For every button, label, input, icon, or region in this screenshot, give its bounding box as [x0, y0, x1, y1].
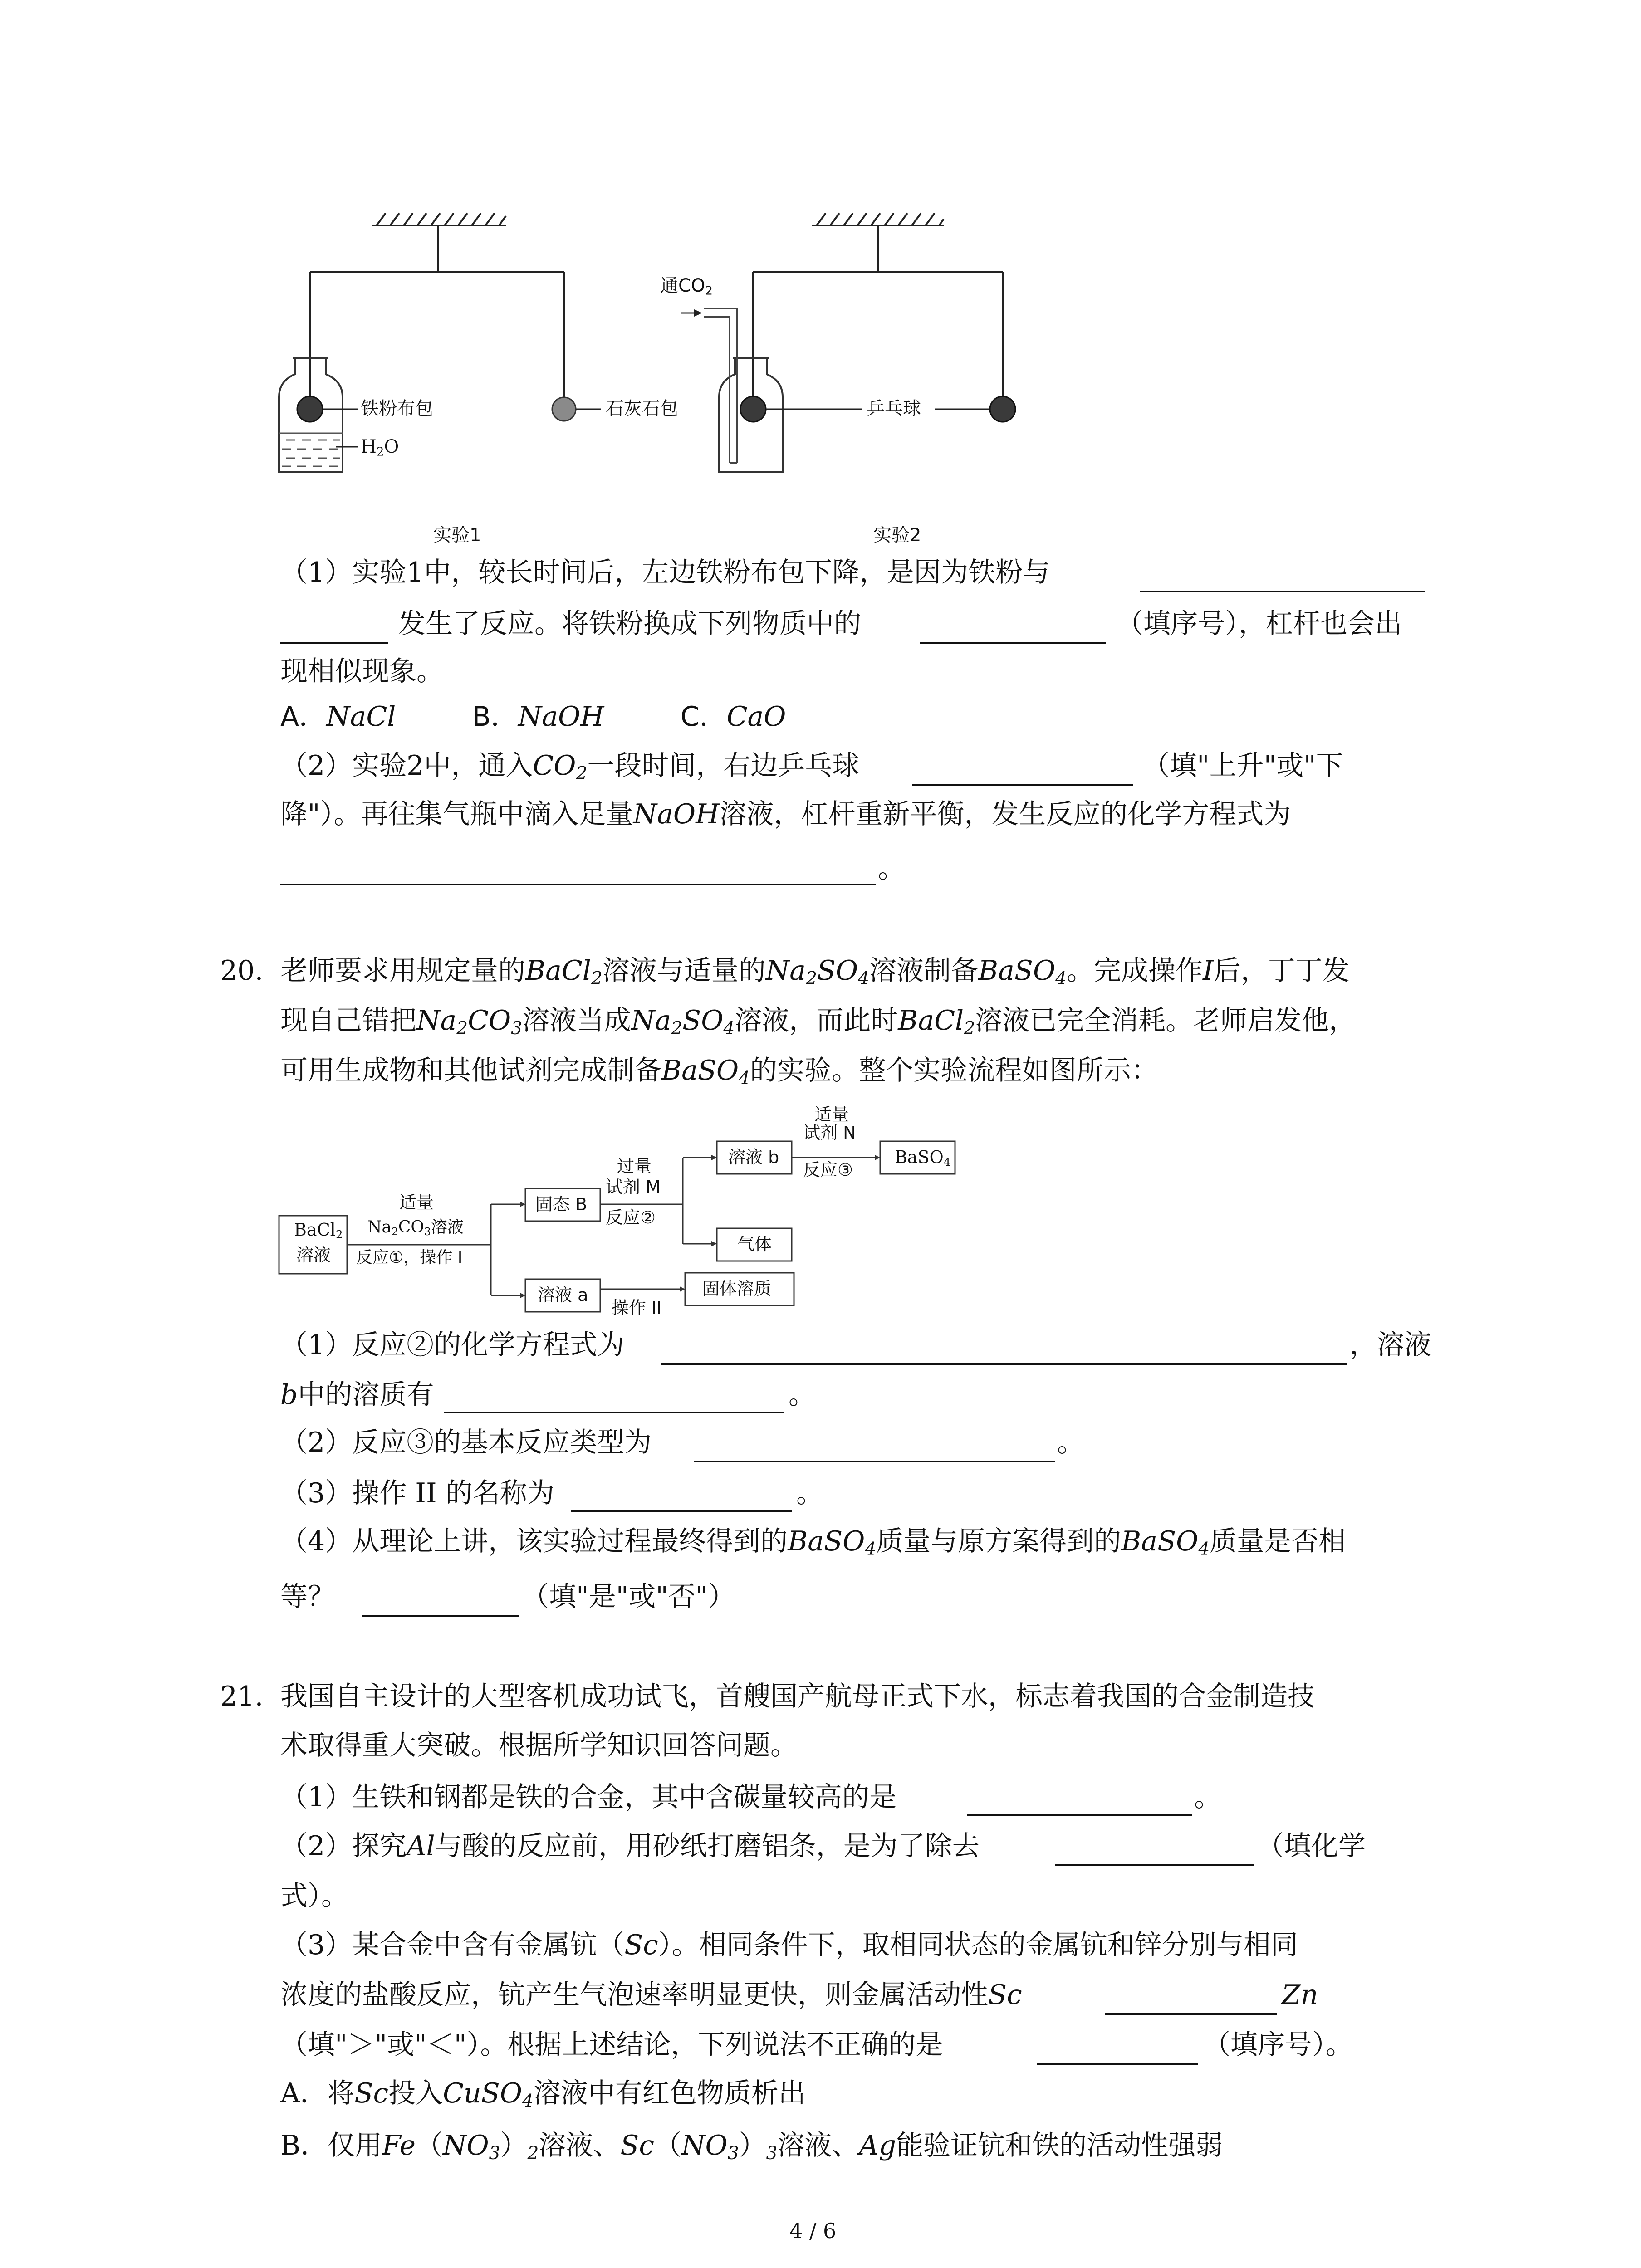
flow-gas: 气体	[737, 1234, 772, 1254]
iron-powder-bag	[297, 396, 323, 422]
flow-bacl2-formula: BaCl$_2$	[294, 1220, 343, 1242]
flow-r1-reagent: $Na_2CO_3$溶液	[367, 1218, 464, 1238]
q20-blank-3[interactable]	[694, 1461, 1055, 1462]
q21-blank-4[interactable]	[1037, 2063, 1198, 2065]
flow-baso4: BaSO$_4$	[895, 1147, 951, 1169]
experiment-2-figure	[681, 0, 1270, 499]
q21-p2-line2: 式）。	[280, 1880, 348, 1912]
flow-op2: 操作 II	[612, 1298, 662, 1318]
q20-p1-c: b中的溶质有	[280, 1379, 434, 1411]
q20-number: 20.	[220, 955, 264, 987]
q21-blank-3[interactable]	[1105, 2013, 1277, 2015]
q19-blank-2[interactable]	[920, 642, 1106, 644]
flow-n-reagent: 试剂 N	[803, 1123, 856, 1143]
flow-solution-a: 溶液 a	[538, 1285, 588, 1305]
exp2-ceiling	[812, 213, 944, 225]
flow-n-step: 反应③	[803, 1160, 853, 1180]
q19-option-c[interactable]: C．CaO	[680, 701, 786, 733]
q20-p3-end: 。	[796, 1477, 823, 1509]
water-in-jar	[279, 433, 343, 466]
exp2-lever	[753, 225, 1003, 399]
q21-p3-line3-end: （填序号）。	[1203, 2029, 1353, 2061]
flow-r1-amount: 适量	[399, 1193, 434, 1212]
q21-p3-line1: （3）某合金中含有金属钪（Sc）。相同条件下，取相同状态的金属钪和锌分别与相同	[280, 1929, 1298, 1961]
flow-solution-b: 溶液 b	[728, 1147, 779, 1167]
page-number: 4 / 6	[789, 2219, 837, 2243]
q19-blank-1-cont[interactable]	[280, 642, 388, 644]
q21-p1-end: 。	[1194, 1781, 1221, 1813]
q19-p2-line2: 降"）。再往集气瓶中滴入足量NaOH溶液，杠杆重新平衡，发生反应的化学方程式为	[280, 798, 1291, 830]
q20-p3: （3）操作 II 的名称为	[280, 1477, 554, 1509]
q21-blank-1[interactable]	[967, 1814, 1192, 1816]
q21-option-b[interactable]: B．仅用$Fe(NO_3)_2$溶液、$Sc(NO_3)_3$溶液、Ag能验证钪和铁的活动性强弱	[280, 2130, 1223, 2164]
water-label: $H_2O$	[361, 436, 399, 459]
limestone-bag	[552, 397, 576, 421]
q21-p3-line2: 浓度的盐酸反应，钪产生气泡速率明显更快，则金属活动性Sc	[280, 1979, 1022, 2011]
limestone-label: 石灰石包	[606, 398, 678, 419]
pingpong-label: 乒乓球	[867, 398, 921, 419]
q20-p1-end: 。	[789, 1379, 816, 1411]
q20-line3: 可用生成物和其他试剂完成制备BaSO$_4$的实验。整个实验流程如图所示：	[280, 1055, 1158, 1089]
q19-p1-line2a: 发生了反应。将铁粉换成下列物质中的	[398, 608, 861, 640]
q21-line2: 术取得重大突破。根据所学知识回答问题。	[280, 1730, 798, 1761]
iron-bag-label: 铁粉布包	[361, 398, 433, 419]
q19-p1-line1: （1）实验1中，较长时间后，左边铁粉布包下降，是因为铁粉与	[280, 557, 1050, 588]
q20-p1-b: ，溶液	[1350, 1329, 1431, 1361]
q20-p2: （2）反应③的基本反应类型为	[280, 1427, 652, 1458]
experiment-figure	[0, 0, 771, 499]
q19-p2-line1-end: （填"上升"或"下	[1142, 750, 1343, 782]
jar-pingpong-ball	[740, 396, 766, 422]
q21-p2-end: （填化学	[1257, 1830, 1366, 1862]
q21-p2-line1: （2）探究Al与酸的反应前，用砂纸打磨铝条，是为了除去	[280, 1830, 980, 1862]
q19-options	[280, 701, 786, 733]
q19-blank-1[interactable]	[1140, 591, 1425, 592]
co2-inlet-label: 通$CO_2$	[660, 275, 713, 298]
q20-line1: 老师要求用规定量的BaCl$_2$溶液与适量的$Na_2SO_4$溶液制备BaSO$_4$。完成操作I后，丁丁发	[280, 955, 1350, 989]
q21-option-a[interactable]: A．将Sc投入CuSO$_4$溶液中有红色物质析出	[280, 2077, 806, 2112]
flow-r1-step: 反应①，操作 I	[356, 1248, 463, 1267]
q19-p2-end: 。	[878, 853, 905, 885]
q19-blank-4[interactable]	[280, 884, 876, 885]
q20-p2-end: 。	[1057, 1427, 1084, 1458]
q21-line1: 我国自主设计的大型客机成功试飞，首艘国产航母正式下水，标志着我国的合金制造技	[280, 1681, 1315, 1712]
flow-m-amount: 过量	[617, 1156, 652, 1176]
q19-blank-3[interactable]	[912, 784, 1133, 786]
q20-p1-a: （1）反应②的化学方程式为	[280, 1329, 625, 1361]
q20-blank-1[interactable]	[661, 1363, 1347, 1365]
q21-p3-line3: （填"＞"或"＜"）。根据上述结论，下列说法不正确的是	[280, 2029, 943, 2061]
q20-blank-5[interactable]	[362, 1615, 519, 1617]
q20-p4-line2: 等？	[280, 1581, 335, 1613]
q21-blank-2[interactable]	[1055, 1864, 1254, 1866]
q19-option-a[interactable]: A．NaCl	[280, 701, 396, 733]
q20-blank-4[interactable]	[571, 1510, 792, 1512]
exp1-lever	[310, 225, 564, 406]
q20-p4-end: （填"是"或"否"）	[522, 1581, 735, 1613]
q19-p1-line2b: （填序号），杠杆也会出	[1116, 608, 1402, 640]
q19-p2-line1: （2）实验2中，通入$CO_2$一段时间，右边乒乓球	[280, 750, 860, 784]
flow-m-step: 反应②	[606, 1207, 656, 1227]
flow-solid-solute: 固体溶质	[702, 1279, 772, 1299]
q19-option-b[interactable]: B．NaOH	[472, 701, 604, 733]
flow-solid-b: 固态 B	[535, 1194, 588, 1214]
q21-p1: （1）生铁和钢都是铁的合金，其中含碳量较高的是	[280, 1781, 897, 1813]
exp1-caption: 实验1	[433, 525, 481, 546]
flow-m-reagent: 试剂 M	[606, 1177, 661, 1197]
exp1-ceiling	[372, 213, 506, 225]
co2-arrow-icon	[681, 309, 702, 317]
right-pingpong-ball	[990, 396, 1015, 422]
exp2-caption: 实验2	[873, 525, 921, 546]
q20-line2: 现自己错把$Na_2CO_3$溶液当成$Na_2SO_4$溶液，而此时BaCl$_2$溶液已完全消耗。老师启发他，	[280, 1005, 1357, 1039]
q21-number: 21.	[220, 1681, 264, 1712]
q20-blank-2[interactable]	[444, 1412, 784, 1413]
q20-p4-line1: （4）从理论上讲，该实验过程最终得到的BaSO$_4$质量与原方案得到的BaSO$_4$质量是否相	[280, 1525, 1346, 1559]
flow-bacl2-solution: 溶液	[296, 1245, 331, 1265]
flow-n-amount: 适量	[814, 1105, 849, 1124]
q19-p1-line3: 现相似现象。	[280, 655, 444, 687]
q21-zn: Zn	[1282, 1979, 1318, 2011]
